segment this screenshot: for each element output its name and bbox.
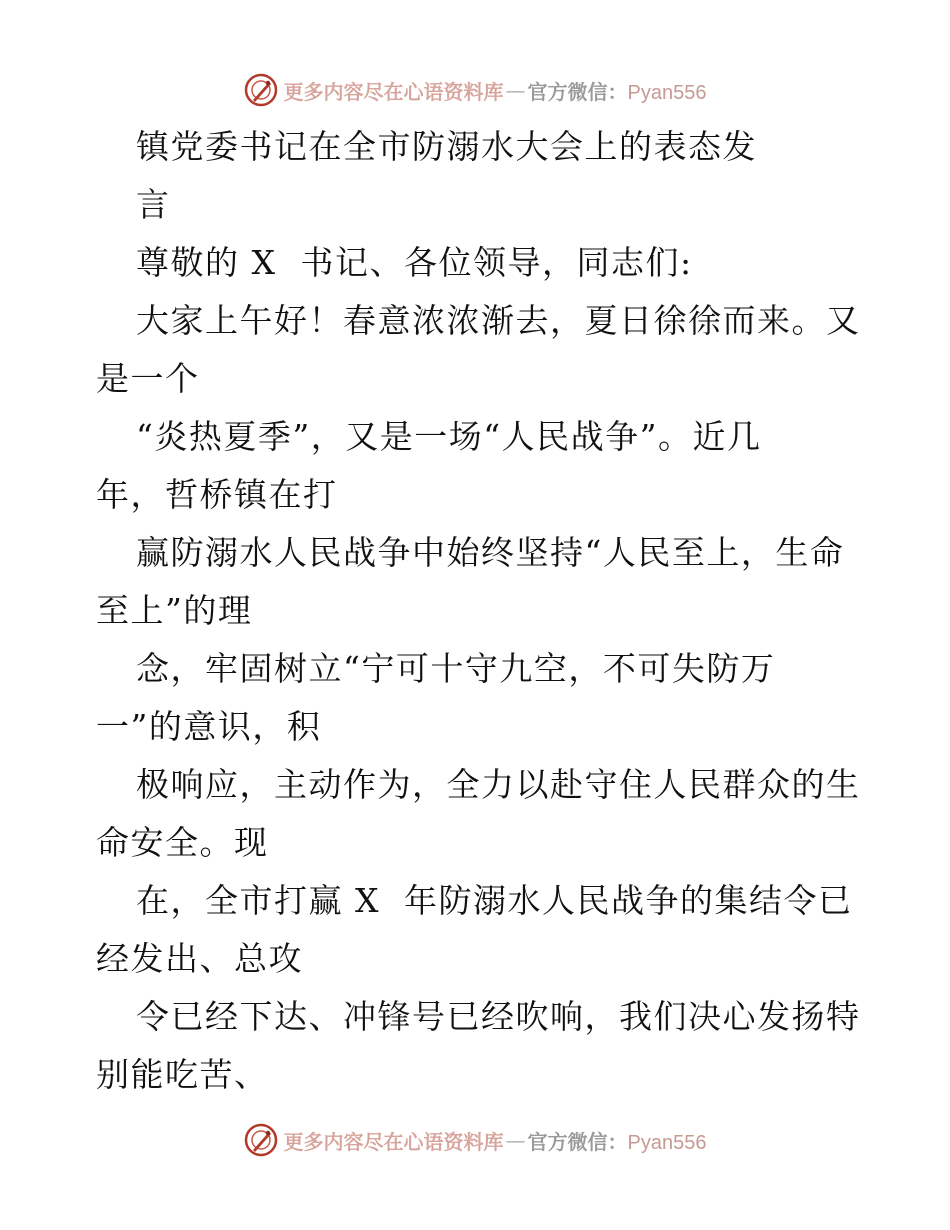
text-line: 别能吃苦、: [96, 1055, 269, 1094]
text-line: 命安全。现: [96, 823, 269, 862]
contact-prefix: 官方微信：: [527, 1129, 628, 1154]
text-line: 经发出、总攻: [96, 939, 303, 978]
footer-watermark: [0, 1120, 950, 1160]
contact-prefix: 官方微信：: [527, 79, 628, 104]
contact-info: [528, 76, 707, 105]
contact-id: Pyan556: [627, 1131, 707, 1154]
text-line: 尊敬的 X 书记、各位领导，同志们:: [136, 243, 693, 282]
text-line: 一”的意识，积: [96, 707, 322, 746]
banner-separator: —: [505, 78, 526, 102]
text-line: 至上”的理: [96, 591, 253, 630]
contact-info: [528, 1126, 707, 1155]
banner-separator: —: [505, 1128, 526, 1152]
text-line: “炎热夏季”，又是一场“人民战争”。近几: [136, 417, 762, 456]
text-line: 是一个: [96, 359, 200, 398]
text-line: 大家上午好！春意浓浓渐去，夏日徐徐而来。又: [136, 301, 861, 340]
contact-id: Pyan556: [627, 81, 707, 104]
text-line: 镇党委书记在全市防溺水大会上的表态发: [136, 127, 757, 166]
brand-logo-icon: [244, 73, 278, 107]
brand-logo-icon: [244, 1123, 278, 1157]
brand-text: 更多内容尽在心语资料库: [283, 79, 504, 104]
text-line: 令已经下达、冲锋号已经吹响，我们决心发扬特: [136, 997, 861, 1036]
text-line: 赢防溺水人民战争中始终坚持“人民至上，生命: [136, 533, 845, 572]
document-body: [96, 118, 861, 1104]
text-line: 年，哲桥镇在打: [96, 475, 338, 514]
text-line: 在，全市打赢 X 年防溺水人民战争的集结令已: [136, 881, 853, 920]
brand-text: 更多内容尽在心语资料库: [283, 1129, 504, 1154]
text-line: 念，牢固树立“宁可十守九空，不可失防万: [136, 649, 776, 688]
text-line: 言: [136, 185, 171, 224]
text-line: 极响应，主动作为，全力以赴守住人民群众的生: [136, 765, 861, 804]
header-watermark: [0, 70, 950, 110]
